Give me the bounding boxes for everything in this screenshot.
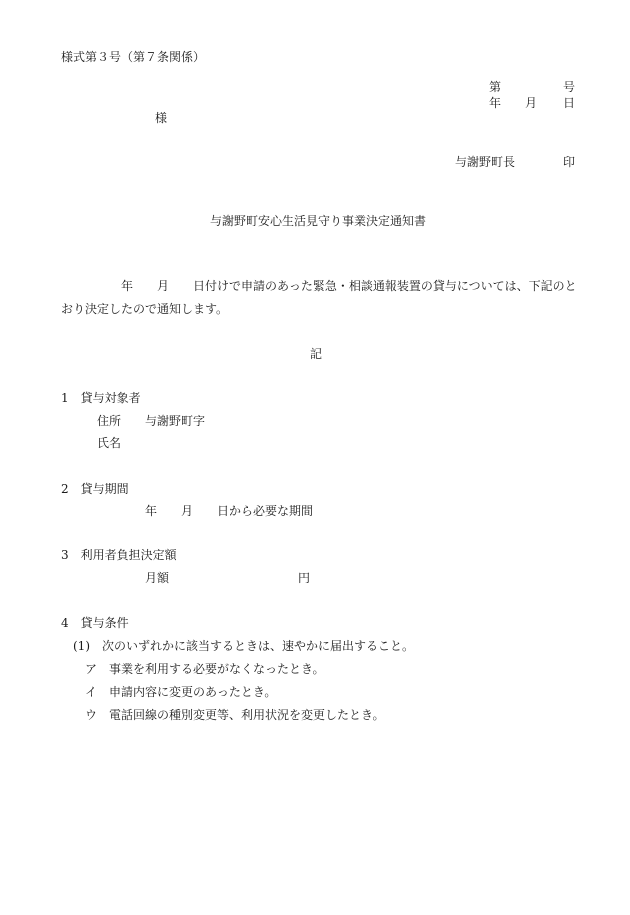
yen-unit: 円 — [298, 571, 311, 585]
address-label: 住所 — [97, 414, 122, 428]
section-1-heading: 1 貸与対象者 — [61, 391, 141, 405]
condition-sub-a: ア 事業を利用する必要がなくなったとき。 — [85, 662, 325, 676]
condition-item-1: (1) 次のいずれかに該当するときは、速やかに届出すること。 — [73, 639, 415, 653]
body-text-line2: おり決定したので通知します。 — [61, 302, 229, 316]
section-2-heading: 2 貸与期間 — [61, 482, 129, 496]
date-month: 月 — [525, 96, 538, 110]
body-month: 月 — [157, 279, 170, 293]
section-4-heading: 4 貸与条件 — [61, 616, 129, 630]
form-number: 様式第３号（第７条関係） — [61, 50, 206, 64]
section-3-heading: 3 利用者負担決定額 — [61, 548, 177, 562]
name-label: 氏名 — [97, 436, 122, 450]
period-month: 月 — [181, 504, 194, 518]
condition-sub-u: ウ 電話回線の種別変更等、利用状況を変更したとき。 — [85, 708, 385, 722]
seal-mark: 印 — [563, 155, 576, 169]
body-text-line1: 日付けで申請のあった緊急・相談通報装置の貸与については、下記のと — [193, 279, 577, 293]
document-title: 与謝野町安心生活見守り事業決定通知書 — [210, 214, 427, 228]
address-value: 与謝野町字 — [145, 414, 206, 428]
period-text: 日から必要な期間 — [217, 504, 314, 518]
issuer-name: 与謝野町長 — [455, 155, 516, 169]
period-year: 年 — [145, 504, 158, 518]
addressee-suffix: 様 — [155, 111, 168, 125]
date-year: 年 — [489, 96, 502, 110]
ki-heading: 記 — [310, 347, 323, 361]
body-year: 年 — [121, 279, 134, 293]
doc-number-dai: 第 — [489, 80, 502, 94]
condition-sub-i: イ 申請内容に変更のあったとき。 — [85, 685, 277, 699]
doc-number-go: 号 — [563, 80, 576, 94]
monthly-label: 月額 — [145, 571, 170, 585]
date-day: 日 — [563, 96, 576, 110]
